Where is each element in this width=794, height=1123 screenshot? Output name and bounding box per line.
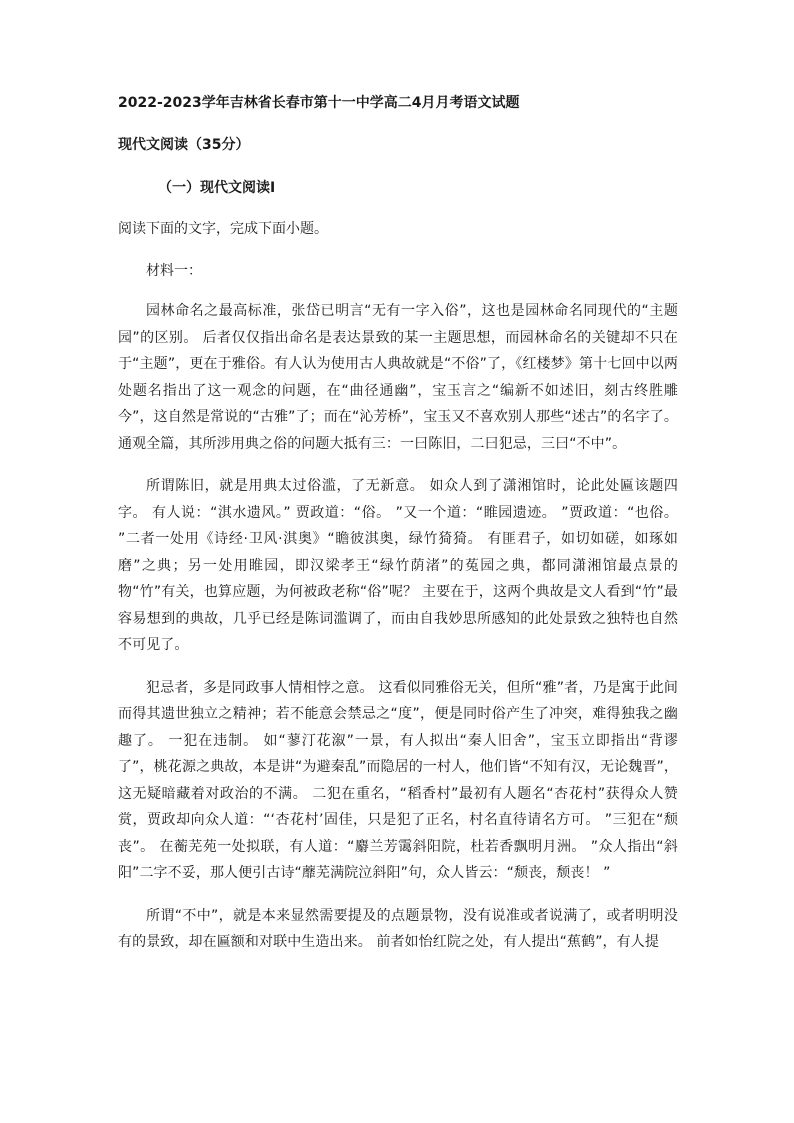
paragraph-3: 犯忌者，多是同政事人情相悖之意。 这看似同雅俗无关，但所“雅”者，乃是寓于此间而得其遗世独立之精神；若不能意会禁忌之“度”，便是同时俗产生了冲突，难得独我之幽趣了。 一犯在违制。 如“蓼汀花溆”一景，有人拟出“秦人旧舍”，宝玉立即指出“背谬了”，桃花源之典故，本是讲“为避秦乱”而隐居的一村人，他们皆“不知有汉，无论魏晋”，这无疑暗藏着对政治的不满。 二犯在重名，“稻香村”最初有人题名“杏花村”获得众人赞赏，贾政却向众人道：“‘杏花村’固佳，只是犯了正名，村名直待请名方可。 ”三犯在“颓丧”。 在蘅芜苑一处拟联，有人道：“麝兰芳霭斜阳院，杜若香飘明月洲。 ”众人指出“斜阳”二字不妥，那人便引古诗“蘼芜满院泣斜阳”句，众人皆云：“颓丧，颓丧！ ” [118,679,678,881]
section-heading: 现代文阅读（35分） [118,137,250,153]
instruction-text: 阅读下面的文字，完成下面小题。 [118,221,328,237]
paragraph-2: 所谓陈旧，就是用典太过俗滥，了无新意。 如众人到了潇湘馆时，论此处匾该题四字。 有人说：“淇水遗风。” 贾政道：“俗。 ”又一个道：“睢园遗迹。 ”贾政道：“也俗。 ”二者一处用《诗经·卫风·淇奥》“瞻彼淇奥，绿竹猗猗。 有匪君子，如切如磋，如琢如磨”之典；另一处用睢园，即汉梁孝王“绿竹荫渚”的菟园之典，都同潇湘馆最点景的物“竹”有关，也算应题，为何被政老称“俗”呢？ 主要在于，这两个典故是文人看到“竹”最容易想到的典故，几乎已经是陈词滥调了，而由自我妙思所感知的此处景致之独特也自然不可见了。 [118,478,678,653]
article-body [118,298,678,972]
paragraph-1: 园林命名之最高标准，张岱已明言“无有一字入俗”，这也是园林命名同现代的“主题园”的区别。 后者仅仅指出命名是表达景致的某一主题思想，而园林命名的关键却不只在于“主题”，更在于雅俗。有人认为使用古人典故就是“不俗”了，《红楼梦》第十七回中以两处题名指出了这一观念的问题，在“曲径通幽”，宝玉言之“编新不如述旧，刻古终胜雕今”，这自然是常说的“古雅”了；而在“沁芳桥”，宝玉又不喜欢别人那些“述古”的名字了。通观全篇，其所涉用典之俗的问题大抵有三：一曰陈旧，二曰犯忌，三曰“不中”。 [118,303,678,452]
material-label: 材料一： [146,263,202,279]
subsection-heading: （一）现代文阅读Ⅰ [158,180,276,196]
document-title: 2022-2023学年吉林省长春市第十一中学高二4月月考语文试题 [118,95,520,111]
paragraph-4: 所谓“不中”，就是本来显然需要提及的点题景物，没有说准或者说满了，或者明明没有的景致，却在匾额和对联中生造出来。 前者如怡红院之处，有人提出“蕉鹤”，有人提 [118,907,678,950]
